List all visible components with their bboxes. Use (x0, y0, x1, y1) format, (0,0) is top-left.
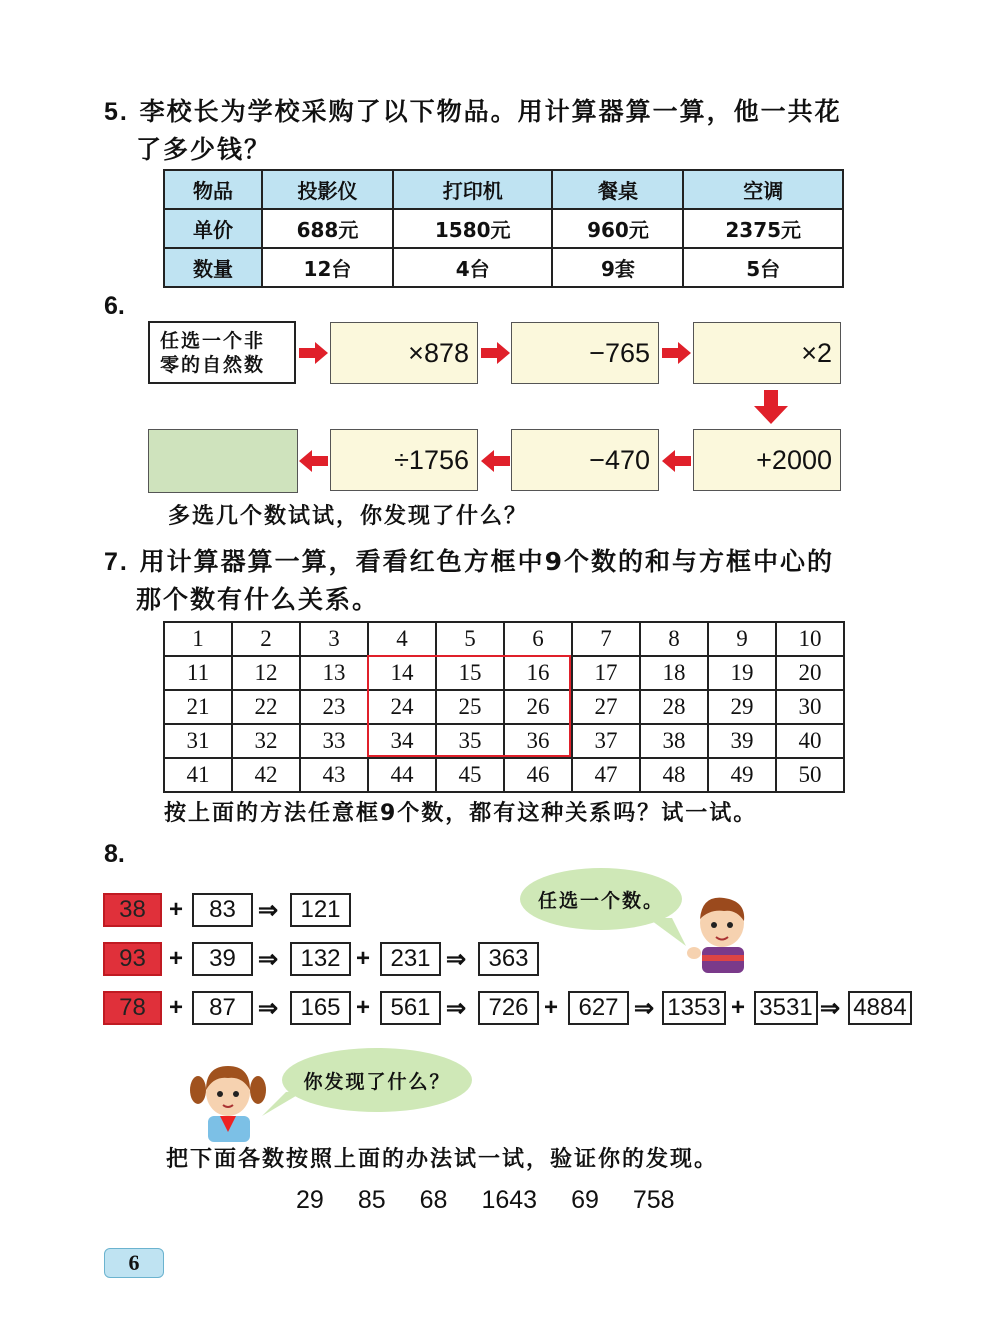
arrow-left-icon (662, 450, 692, 472)
op-multiply-878: ×878 (330, 322, 478, 384)
q7-line1: 7. 用计算器算一算，看看红色方框中9个数的和与方框中心的 (104, 547, 834, 576)
implies-arrow: ⇒ (258, 995, 279, 1022)
grid-cell: 19 (708, 656, 776, 690)
grid-cell: 13 (300, 656, 368, 690)
arrow-right-icon (662, 342, 692, 364)
grid-cell: 25 (436, 690, 504, 724)
number-box: 39 (192, 942, 253, 976)
grid-cell: 5 (436, 622, 504, 656)
implies-arrow: ⇒ (634, 995, 655, 1022)
table-cell: 数量 (164, 248, 262, 287)
implies-arrow: ⇒ (446, 946, 467, 973)
implies-arrow: ⇒ (258, 946, 279, 973)
grid-cell: 2 (232, 622, 300, 656)
table-cell: 5台 (683, 248, 843, 287)
grid-cell: 40 (776, 724, 844, 758)
implies-arrow: ⇒ (258, 897, 279, 924)
grid-cell: 46 (504, 758, 572, 792)
grid-cell: 48 (640, 758, 708, 792)
op-minus-765: −765 (511, 322, 659, 384)
arrow-left-icon (481, 450, 511, 472)
practice-number: 85 (357, 1186, 386, 1214)
grid-cell: 6 (504, 622, 572, 656)
practice-number: 69 (571, 1186, 599, 1214)
op-divide-1756: ÷1756 (330, 429, 478, 491)
number-box: 4884 (848, 991, 912, 1025)
table-cell: 空调 (683, 170, 843, 209)
number-box: 121 (290, 893, 351, 927)
seed-number-box: 93 (103, 942, 162, 976)
plus-sign: + (731, 994, 746, 1021)
result-box (148, 429, 298, 493)
grid-cell: 28 (640, 690, 708, 724)
plus-sign: + (169, 896, 184, 923)
price-table (163, 169, 844, 288)
grid-cell: 38 (640, 724, 708, 758)
q8-instruction: 把下面各数按照上面的办法试一试，验证你的发现。 (166, 1147, 719, 1172)
q8-number: 8. (104, 840, 125, 868)
grid-cell: 29 (708, 690, 776, 724)
bubble-tail-icon (648, 918, 688, 948)
q7-line2: 那个数有什么关系。 (136, 585, 380, 614)
girl-illustration (184, 1060, 270, 1142)
table-cell: 9套 (552, 248, 683, 287)
speech-bubble-boy: 任选一个数。 (520, 868, 682, 930)
grid-cell: 27 (572, 690, 640, 724)
grid-cell: 8 (640, 622, 708, 656)
number-box: 627 (568, 991, 629, 1025)
practice-number: 68 (419, 1186, 448, 1214)
grid-cell: 47 (572, 758, 640, 792)
speech-bubble-girl: 你发现了什么？ (282, 1048, 472, 1112)
op-multiply-2: ×2 (693, 322, 841, 384)
q6-question: 多选几个数试试，你发现了什么？ (168, 504, 529, 529)
op-plus-2000: +2000 (693, 429, 841, 491)
number-box: 165 (290, 991, 351, 1025)
number-box: 231 (380, 942, 441, 976)
plus-sign: + (169, 994, 184, 1021)
arrow-down-icon (754, 390, 788, 424)
q6-number: 6. (104, 292, 125, 320)
grid-cell: 34 (368, 724, 436, 758)
grid-cell: 50 (776, 758, 844, 792)
boy-illustration (684, 895, 754, 977)
table-cell: 688元 (262, 209, 393, 248)
grid-cell: 36 (504, 724, 572, 758)
grid-cell: 32 (232, 724, 300, 758)
table-cell: 单价 (164, 209, 262, 248)
grid-cell: 33 (300, 724, 368, 758)
grid-cell: 44 (368, 758, 436, 792)
table-cell: 1580元 (393, 209, 553, 248)
grid-cell: 22 (232, 690, 300, 724)
grid-cell: 15 (436, 656, 504, 690)
grid-cell: 49 (708, 758, 776, 792)
start-line1: 任选一个非 (160, 330, 266, 352)
implies-arrow: ⇒ (820, 995, 841, 1022)
q5-line1: 5. 李校长为学校采购了以下物品。用计算器算一算，他一共花 (104, 97, 842, 126)
grid-cell: 1 (164, 622, 232, 656)
grid-cell: 24 (368, 690, 436, 724)
table-cell: 餐桌 (552, 170, 683, 209)
table-cell: 960元 (552, 209, 683, 248)
grid-cell: 10 (776, 622, 844, 656)
grid-cell: 30 (776, 690, 844, 724)
grid-cell: 45 (436, 758, 504, 792)
number-box: 726 (478, 991, 539, 1025)
grid-cell: 37 (572, 724, 640, 758)
grid-cell: 7 (572, 622, 640, 656)
grid-cell: 35 (436, 724, 504, 758)
start-box (148, 321, 296, 384)
grid-cell: 39 (708, 724, 776, 758)
grid-cell: 23 (300, 690, 368, 724)
table-cell: 12台 (262, 248, 393, 287)
grid-cell: 9 (708, 622, 776, 656)
grid-cell: 43 (300, 758, 368, 792)
plus-sign: + (356, 994, 371, 1021)
grid-cell: 42 (232, 758, 300, 792)
q5-line2: 了多少钱？ (136, 135, 272, 164)
number-box: 363 (478, 942, 539, 976)
grid-cell: 31 (164, 724, 232, 758)
implies-arrow: ⇒ (446, 995, 467, 1022)
arrow-right-icon (299, 342, 329, 364)
practice-numbers (296, 1186, 709, 1215)
number-box: 132 (290, 942, 351, 976)
practice-number: 758 (632, 1186, 675, 1214)
grid-cell: 4 (368, 622, 436, 656)
grid-cell: 3 (300, 622, 368, 656)
number-box: 1353 (662, 991, 726, 1025)
plus-sign: + (169, 945, 184, 972)
plus-sign: + (356, 945, 371, 972)
number-box: 83 (192, 893, 253, 927)
grid-cell: 21 (164, 690, 232, 724)
grid-cell: 12 (232, 656, 300, 690)
practice-number: 1643 (481, 1186, 538, 1214)
grid-cell: 20 (776, 656, 844, 690)
grid-cell: 17 (572, 656, 640, 690)
seed-number-box: 38 (103, 893, 162, 927)
number-box: 87 (192, 991, 253, 1025)
practice-number: 29 (296, 1186, 324, 1214)
arrow-left-icon (299, 450, 329, 472)
q7-question: 按上面的方法任意框9个数，都有这种关系吗？试一试。 (164, 801, 758, 826)
grid-cell: 11 (164, 656, 232, 690)
table-cell: 2375元 (683, 209, 843, 248)
table-cell: 打印机 (393, 170, 553, 209)
number-box: 561 (380, 991, 441, 1025)
page-number: 6 (104, 1248, 164, 1278)
op-minus-470: −470 (511, 429, 659, 491)
table-cell: 物品 (164, 170, 262, 209)
grid-cell: 26 (504, 690, 572, 724)
red-selection-frame (367, 655, 571, 757)
seed-number-box: 78 (103, 991, 162, 1025)
grid-cell: 41 (164, 758, 232, 792)
grid-cell: 16 (504, 656, 572, 690)
number-box: 3531 (754, 991, 818, 1025)
grid-cell: 18 (640, 656, 708, 690)
table-cell: 投影仪 (262, 170, 393, 209)
arrow-right-icon (481, 342, 511, 364)
start-line2: 零的自然数 (160, 354, 266, 376)
grid-cell: 14 (368, 656, 436, 690)
plus-sign: + (544, 994, 559, 1021)
table-cell: 4台 (393, 248, 553, 287)
